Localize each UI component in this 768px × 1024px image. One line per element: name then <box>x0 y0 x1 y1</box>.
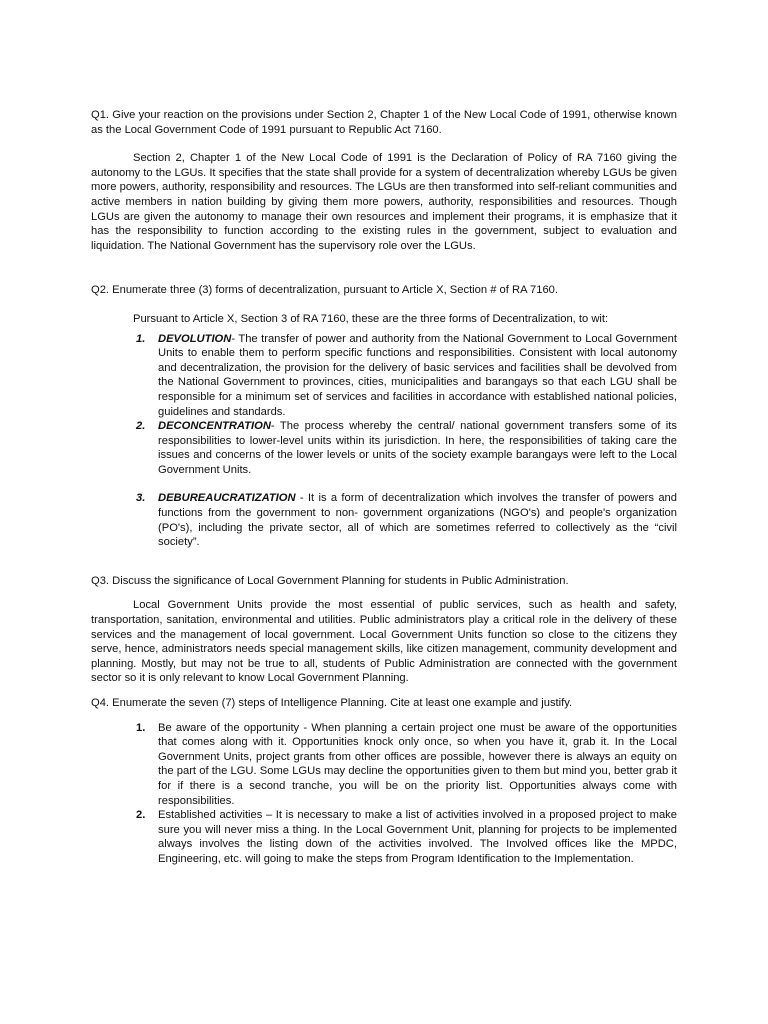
list-item-step-1 <box>91 721 677 809</box>
list-item-devolution <box>91 332 677 420</box>
intelligence-planning-list <box>91 721 677 867</box>
list-item-text: Be aware of the opportunity - When planning a certain project one must be aware of the opportunities that comes along with it. Opportunities knock only once, so when you have it, grab it. In the Local Government Units, project grants from other offices are possible, however there is always an equity on the part of the LGU. Some LGUs may decline the opportunities given to them but mind you, better grab it for if there is a second tranche, you will be on the priority list. Opportunities always come with responsibilities. <box>158 721 677 807</box>
list-number: 3. <box>136 492 146 505</box>
list-item-deconcentration <box>91 419 677 477</box>
q1-answer: Section 2, Chapter 1 of the New Local Code of 1991 is the Declaration of Policy of RA 7160 giving the autonomy to the LGUs. It specifies that the state shall provide for a system of decentralization whereby LGUs be given more powers, authority, responsibility and resources. The LGUs are then transformed into self-reliant communities and active members in nation building by giving them more powers, authority, responsibilities and resources. Though LGUs are given the autonomy to manage their own resources and implement their programs, it is emphasize that it has the responsibility to function according to the existing rules in the government, subject to evaluation and liquidation. The National Government has the supervisory role over the LGUs. <box>91 152 677 252</box>
list-item-step-2 <box>91 808 677 866</box>
term-deconcentration: DECONCENTRATION <box>158 420 271 433</box>
list-item-text: - It is a form of decentralization which involves the transfer of powers and functions from the government to non- government organizations (NGO's) and people's organization (PO's), including the private sector, all of which are sometimes referred to collectively as the “civil society”. <box>158 492 677 549</box>
q2-question: Q2. Enumerate three (3) forms of decentralization, pursuant to Article X, Section # of RA 7160. <box>91 284 559 297</box>
document-body <box>91 108 677 867</box>
list-item-text: - The process whereby the central/ national government transfers some of its responsibilities to lower-level units within its jurisdiction. In here, the responsibilities of taking care the issues and concerns of the lower levels or units of the society example barangays were left to the Local Government Units. <box>158 420 677 476</box>
q2-intro: Pursuant to Article X, Section 3 of RA 7160, these are the three forms of Decentralization, to wit: <box>133 312 609 325</box>
list-item-text: Established activities – It is necessary to make a list of activities involved in a proposed project to make sure you will never miss a thing. In the Local Government Unit, planning for projects to be implemented always involves the listing down of the activities involved. The Involved offices like the MPDC, Engineering, etc. will going to make the steps from Program Identification to the Implementation. <box>158 809 677 865</box>
list-number: 2. <box>136 420 146 433</box>
q3-answer: Local Government Units provide the most essential of public services, such as health and safety, transportation, sanitation, environmental and utilities. Public administrators play a critical role in the delivery of these services and the management of local government. Local Government Units function so close to the citizens they serve, hence, administrators needs special management skills, like citizen management, community development and planning. Mostly, but may not be true to all, students of Public Administration are connected with the government sector so it is only relevant to know Local Government Planning. <box>91 599 677 685</box>
list-number: 1. <box>136 721 146 734</box>
list-number: 1. <box>136 332 146 345</box>
list-number: 2. <box>136 809 146 822</box>
term-devolution: DEVOLUTION <box>158 332 232 345</box>
term-debureaucratization: DEBUREAUCRATIZATION <box>158 492 296 505</box>
decentralization-list <box>91 332 677 550</box>
q3-question: Q3. Discuss the significance of Local Government Planning for students in Public Administration. <box>91 574 569 587</box>
q4-question: Q4. Enumerate the seven (7) steps of Intelligence Planning. Cite at least one example and justify. <box>91 697 573 709</box>
q1-question: Q1. Give your reaction on the provisions under Section 2, Chapter 1 of the New Local Code of 1991, otherwise known as the Local Government Code of 1991 pursuant to Republic Act 7160. <box>91 109 677 136</box>
list-item-text: - The transfer of power and authority from the National Government to Local Government Units to enable them to perform specific functions and responsibilities. Consistent with local autonomy and decentralization, the provision for the delivery of basic services and facilities shall be devolved from the National Government to provinces, cities, municipalities and barangays so that each LGU shall be responsible for a minimum set of services and facilities in accordance with established national policies, guidelines and standards. <box>158 332 677 418</box>
list-item-debureaucratization <box>91 491 677 549</box>
